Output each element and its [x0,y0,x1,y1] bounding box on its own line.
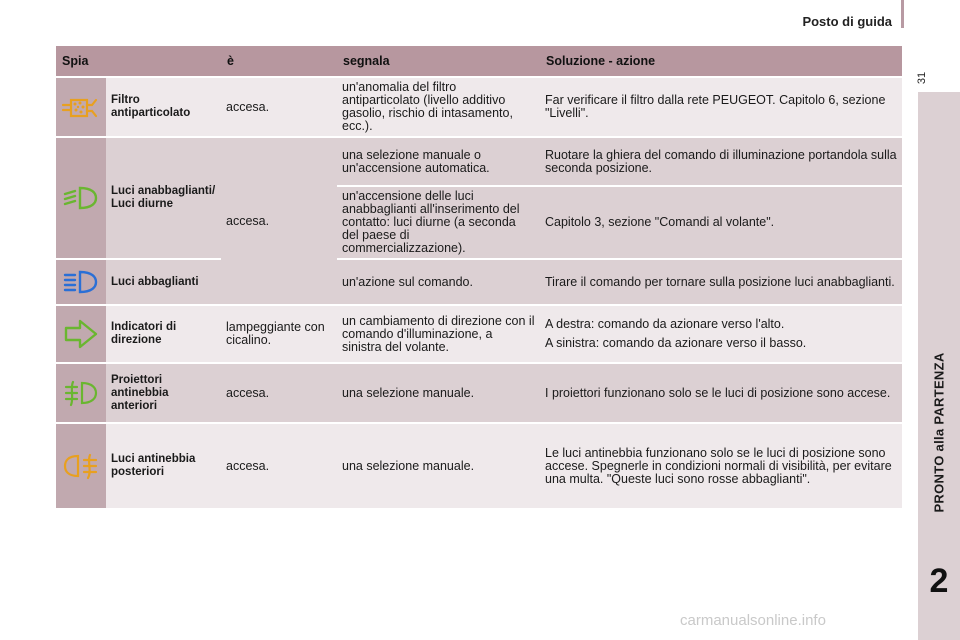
light-name: Luci anabbaglianti/ Luci diurne [106,138,221,258]
light-signals: una selezione manuale. [337,364,540,422]
chapter-side-tab [918,92,960,640]
solution-left: A sinistra: comando da azionare verso il basso. [545,336,807,350]
light-name: Luci abbaglianti [106,260,221,304]
light-name: Indicatori di direzione [106,306,221,362]
table-row [56,260,902,304]
light-name: Proiettori antinebbia anteriori [106,364,221,422]
light-signals: un'anomalia del filtro antiparticolato (livello additivo gasolio, rischio di intasamento, ecc.). [337,78,540,136]
main-beam-icon [56,260,106,304]
light-state: accesa. [221,424,337,508]
table-row [56,138,902,185]
main-beam-icon-svg [62,267,100,297]
particle-filter-icon [56,78,106,136]
light-solution [540,306,902,362]
col-header-soluzione: Soluzione - azione [540,46,902,76]
light-name: Luci antinebbia posteriori [106,424,221,508]
light-state: accesa. [221,364,337,422]
chapter-label [918,302,960,562]
table-row [56,364,902,422]
solution-right: A destra: comando da azionare verso l'alto. [545,317,785,331]
light-solution: Tirare il comando per tornare sulla posizione luci anabbaglianti. [540,260,902,304]
light-state: accesa. [221,138,337,304]
front-fog-icon-svg [62,378,100,408]
chapter-label-text: PRONTO alla PARTENZA [931,351,947,513]
col-header-segnala: segnala [337,46,540,76]
particle-filter-icon-svg [61,92,101,122]
table-row [56,306,902,362]
rear-fog-icon-svg [62,451,100,481]
warning-lights-table [56,44,902,510]
front-fog-icon [56,364,106,422]
table-row [56,424,902,508]
watermark-text: carmanualsonline.info [680,612,826,629]
light-signals: un'azione sul comando. [337,260,540,304]
light-solution: Ruotare la ghiera del comando di illuminazione portandola sulla seconda posizione. [540,138,902,185]
light-solution: I proiettori funzionano solo se le luci di posizione sono accese. [540,364,902,422]
chapter-number: 2 [929,562,949,600]
dipped-beam-icon-svg [62,183,100,213]
section-title: Posto di guida [802,14,892,29]
turn-signal-icon-svg [62,318,100,350]
light-signals: un cambiamento di direzione con il comando d'illuminazione, a sinistra del volante. [337,306,540,362]
turn-signal-icon [56,306,106,362]
header-divider [901,0,904,28]
col-header-stato: è [221,46,337,76]
col-header-spia: Spia [56,46,221,76]
dipped-beam-icon [56,138,106,258]
table-row [56,78,902,136]
light-state: accesa. [221,78,337,136]
light-solution: Le luci antinebbia funzionano solo se le luci di posizione sono accese. Spegnerle in condizioni normali di visibilità, per evitare una multa. "Queste luci sono rosse abbaglianti". [540,424,902,508]
light-solution: Far verificare il filtro dalla rete PEUGEOT. Capitolo 6, sezione "Livelli". [540,78,902,136]
table-header-row [56,46,902,76]
light-signals: una selezione manuale. [337,424,540,508]
light-signals: una selezione manuale o un'accensione automatica. [337,138,540,185]
light-name: Filtro antiparticolato [106,78,221,136]
light-signals: un'accensione delle luci anabbaglianti all'inserimento del contatto: luci diurne (a seconda del paese di commercializzazione). [337,187,540,258]
rear-fog-icon [56,424,106,508]
light-solution: Capitolo 3, sezione "Comandi al volante". [540,187,902,258]
light-state: lampeggiante con cicalino. [221,306,337,362]
page-number: 31 [916,71,928,85]
